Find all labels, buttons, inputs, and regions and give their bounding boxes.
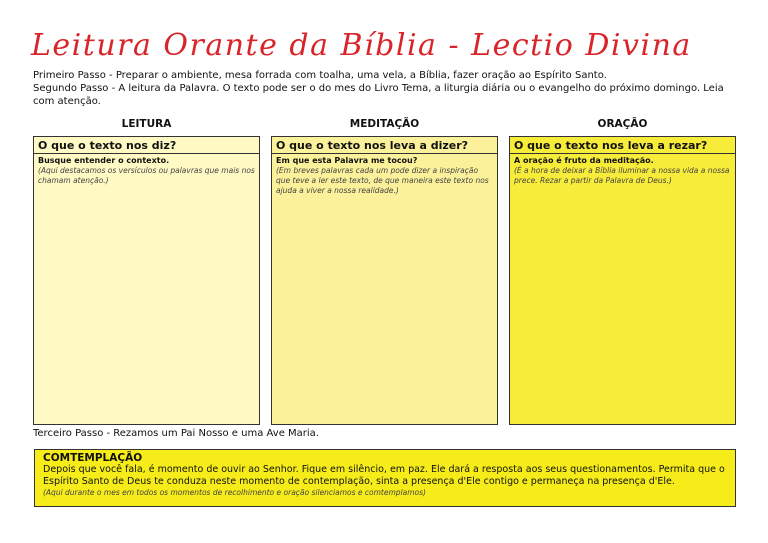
page-title: Leitura Orante da Bíblia - Lectio Divina — [31, 28, 692, 63]
oracao-subtitle: A oração é fruto da meditação. — [514, 156, 654, 165]
meditacao-box[interactable] — [271, 136, 498, 425]
meditacao-question: O que o texto nos leva a dizer? — [272, 139, 497, 154]
leitura-question: O que o texto nos diz? — [34, 139, 259, 154]
contemplation-hint: (Aqui durante o mes em todos os momentos de recolhimento e oração silenciamos e comtemplamos) — [43, 488, 426, 497]
oracao-box[interactable] — [509, 136, 736, 425]
column-heading-meditacao: MEDITAÇÃO — [349, 118, 420, 130]
column-heading-leitura: LEITURA — [121, 118, 172, 130]
contemplation-heading: COMTEMPLAÇÃO — [43, 452, 143, 464]
oracao-hint: (É a hora de deixar a Bíblia iluminar a nossa vida a nossa prece. Rezar a partir da Palavra de Deus.) — [514, 166, 730, 185]
leitura-subtitle: Busque entender o contexto. — [38, 156, 170, 165]
contemplation-text: Depois que você fala, é momento de ouvir ao Senhor. Fique em silêncio, em paz. Ele dará a resposta aos seus questionamentos. Permita que o Espírito Santo de Deus te conduza neste momento de contemplação, sinta a presença d'Ele contigo e permaneça na presença d'Ele. — [43, 464, 725, 487]
step-two-text: Segundo Passo - A leitura da Palavra. O texto pode ser o do mes do Livro Tema, a liturgia diária ou o evangelho do próximo domingo. Leia com atenção. — [33, 83, 724, 107]
leitura-box[interactable] — [33, 136, 260, 425]
step-three-text: Terceiro Passo - Rezamos um Pai Nosso e uma Ave Maria. — [33, 428, 319, 439]
leitura-hint: (Aqui destacamos os versículos ou palavras que mais nos chamam atenção.) — [38, 166, 255, 185]
oracao-question: O que o texto nos leva a rezar? — [510, 139, 735, 154]
intro-steps — [33, 69, 738, 108]
column-heading-oracao: ORAÇÃO — [597, 118, 648, 130]
contemplation-box[interactable] — [34, 449, 736, 507]
step-one-text: Primeiro Passo - Preparar o ambiente, mesa forrada com toalha, uma vela, a Bíblia, fazer oração ao Espírito Santo. — [33, 70, 607, 81]
meditacao-subtitle: Em que esta Palavra me tocou? — [276, 156, 418, 165]
meditacao-hint: (Em breves palavras cada um pode dizer a inspiração que teve a ler este texto, de que maneira este texto nos ajuda a viver a nossa realidade.) — [276, 166, 489, 195]
